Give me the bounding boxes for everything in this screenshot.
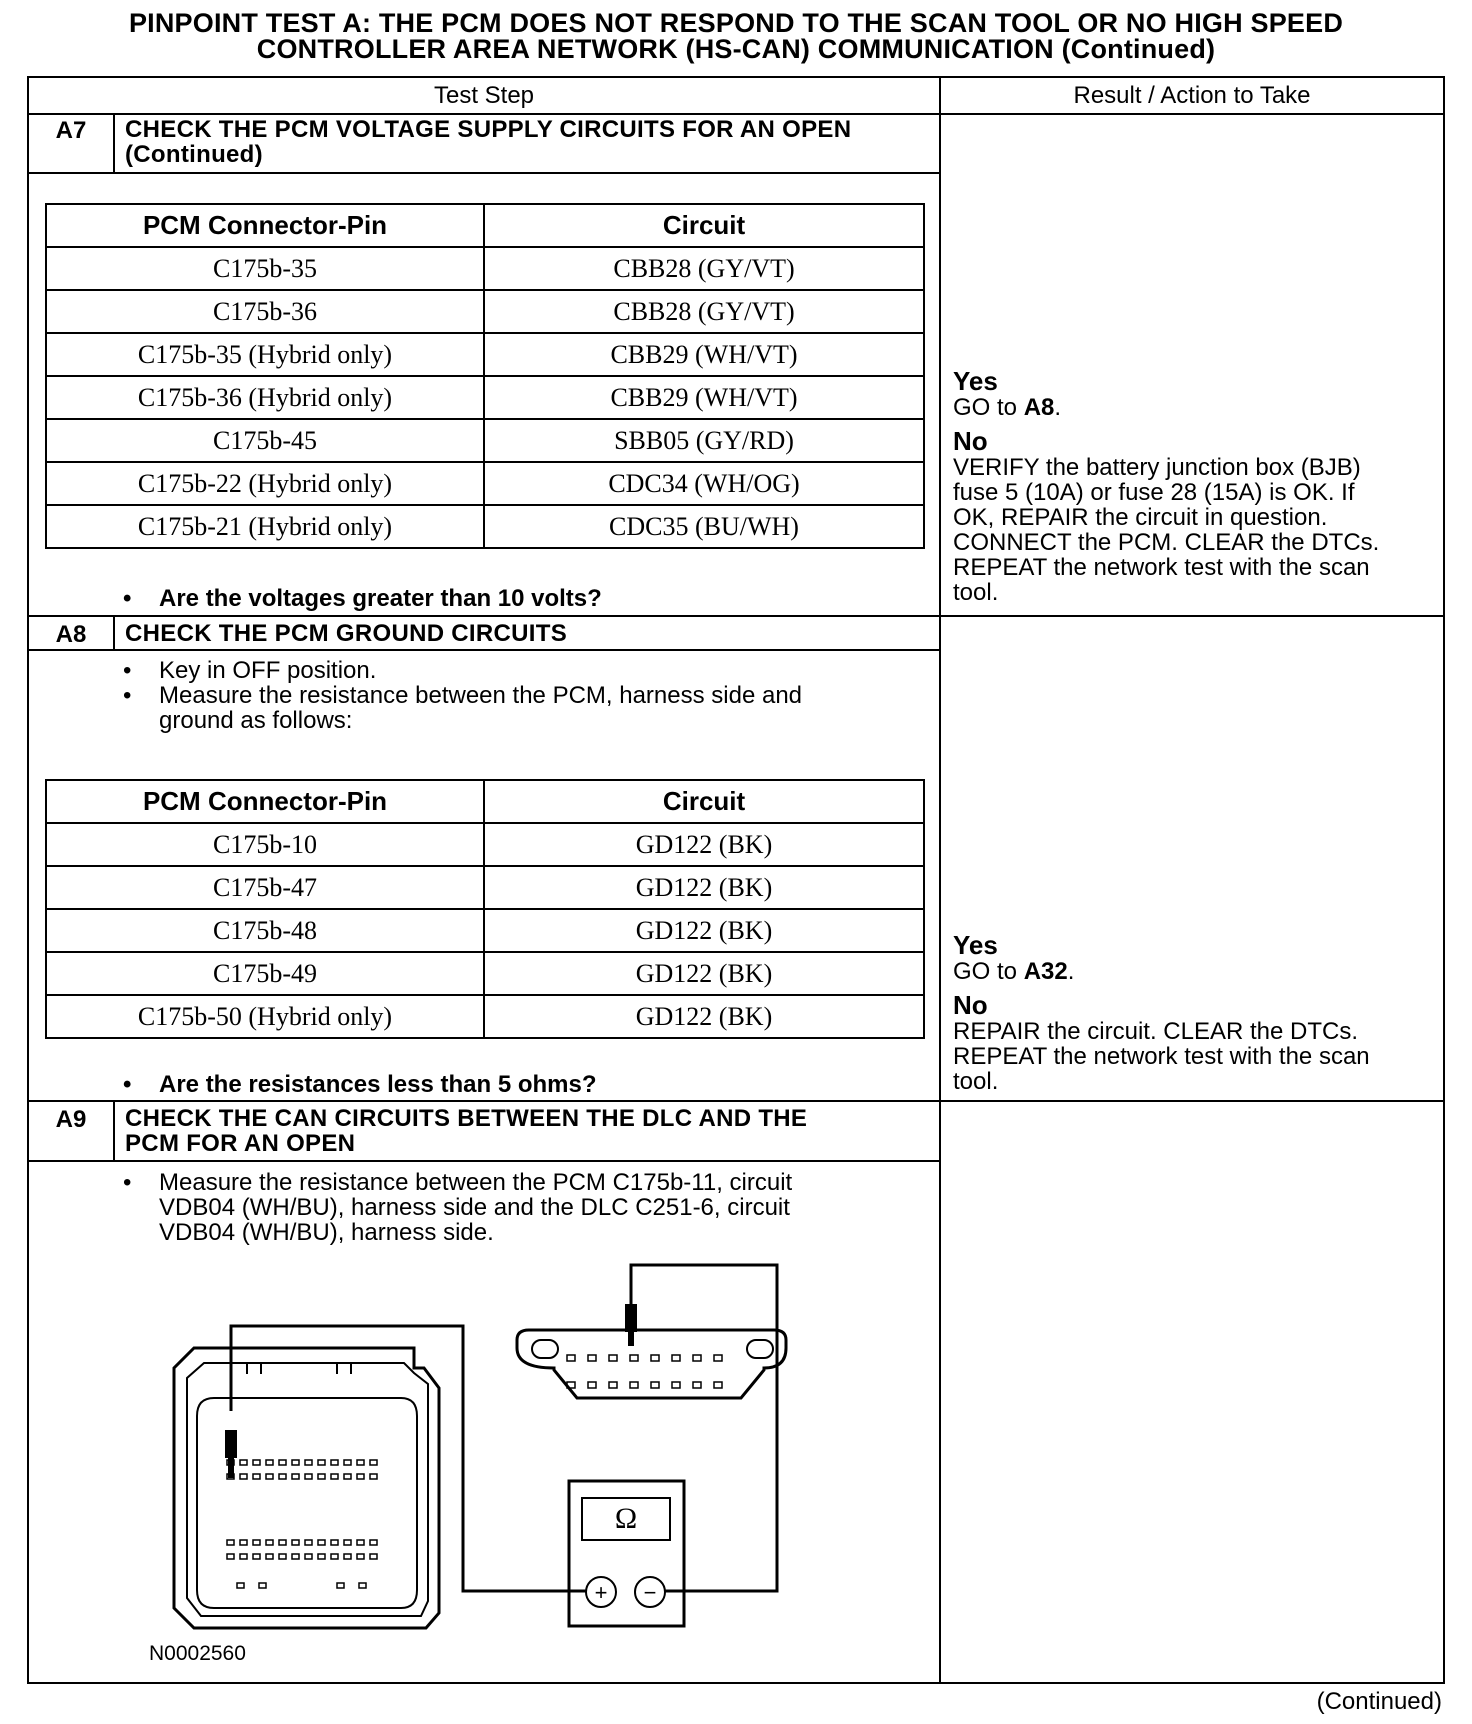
- no-line: VERIFY the battery junction box (BJB): [953, 454, 1361, 481]
- no-line: REPEAT the network test with the scan: [953, 1043, 1370, 1070]
- circuit-cell: GD122 (BK): [484, 995, 924, 1038]
- column-divider: [939, 78, 941, 1682]
- circuit-cell: CDC35 (BU/WH): [484, 505, 924, 548]
- bullet-text: Key in OFF position.: [159, 657, 377, 684]
- bullet-icon: •: [123, 1169, 132, 1196]
- column-header-pin: PCM Connector-Pin: [46, 780, 484, 823]
- circuit-cell: CBB28 (GY/VT): [484, 290, 924, 333]
- circuit-cell: CBB29 (WH/VT): [484, 333, 924, 376]
- continued-footer: (Continued): [1316, 1688, 1442, 1715]
- no-line: REPEAT the network test with the scan: [953, 554, 1370, 581]
- pin-cell: C175b-21 (Hybrid only): [46, 505, 484, 548]
- step-id-a7: A7: [55, 117, 87, 144]
- bullet-text: ground as follows:: [159, 707, 353, 734]
- circuit-cell: GD122 (BK): [484, 823, 924, 866]
- result-a8: [953, 932, 1433, 1094]
- goto-target-a8: A8: [1023, 394, 1055, 421]
- pin-cell: C175b-36: [46, 290, 484, 333]
- yes-label: Yes: [953, 366, 998, 396]
- yes-prefix: GO to: [953, 394, 1024, 421]
- step-title-a9-line-1: CHECK THE CAN CIRCUITS BETWEEN THE DLC AND THE: [125, 1105, 808, 1132]
- column-header-pin: PCM Connector-Pin: [46, 204, 484, 247]
- step-id-a8: A8: [55, 621, 87, 648]
- question-text: Are the resistances less than 5 ohms?: [159, 1071, 597, 1098]
- question-text: Are the voltages greater than 10 volts?: [159, 585, 602, 612]
- circuit-cell: CBB29 (WH/VT): [484, 376, 924, 419]
- circuit-cell: GD122 (BK): [484, 909, 924, 952]
- pin-cell: C175b-35 (Hybrid only): [46, 333, 484, 376]
- pin-cell: C175b-22 (Hybrid only): [46, 462, 484, 505]
- pin-cell: C175b-50 (Hybrid only): [46, 995, 484, 1038]
- bullet-icon: •: [123, 585, 132, 612]
- page-title-line-2: CONTROLLER AREA NETWORK (HS-CAN) COMMUNICATION (Continued): [256, 34, 1216, 64]
- no-label: No: [953, 990, 988, 1020]
- connector-pins-icon: [227, 1355, 722, 1588]
- bullet-text: VDB04 (WH/BU), harness side.: [159, 1219, 494, 1246]
- yes-prefix: GO to: [953, 958, 1024, 985]
- yes-action: [953, 959, 1433, 984]
- bullet-icon: •: [123, 657, 132, 684]
- circuit-cell: CDC34 (WH/OG): [484, 462, 924, 505]
- no-line: OK, REPAIR the circuit in question.: [953, 504, 1328, 531]
- header-result: Result / Action to Take: [1073, 82, 1311, 109]
- no-line: tool.: [953, 1068, 999, 1095]
- bullet-text: VDB04 (WH/BU), harness side and the DLC C251-6, circuit: [159, 1194, 790, 1221]
- step-title-a9-line-2: PCM FOR AN OPEN: [125, 1130, 356, 1157]
- goto-target-a32: A32: [1023, 958, 1068, 985]
- step-title-a7-line-1: CHECK THE PCM VOLTAGE SUPPLY CIRCUITS FOR AN OPEN: [125, 116, 852, 143]
- pcm-connector-icon: [174, 1348, 439, 1628]
- ohm-symbol: Ω: [614, 1502, 638, 1535]
- circuit-cell: GD122 (BK): [484, 952, 924, 995]
- no-line: CONNECT the PCM. CLEAR the DTCs.: [953, 529, 1380, 556]
- result-a7: [953, 368, 1433, 605]
- yes-suffix: .: [1054, 394, 1062, 421]
- no-line: fuse 5 (10A) or fuse 28 (15A) is OK. If: [953, 479, 1355, 506]
- pinpoint-test-table: [27, 76, 1445, 1684]
- header-test-step: Test Step: [433, 82, 535, 109]
- plus-terminal-label: +: [594, 1580, 608, 1605]
- bullet-text: Measure the resistance between the PCM C175b-11, circuit: [159, 1169, 793, 1196]
- bullet-text: Measure the resistance between the PCM, harness side and: [159, 682, 803, 709]
- circuit-cell: GD122 (BK): [484, 866, 924, 909]
- negative-lead-wire: [631, 1265, 777, 1591]
- bullet-icon: •: [123, 1071, 132, 1098]
- step-title-a8: CHECK THE PCM GROUND CIRCUITS: [125, 620, 568, 647]
- column-header-circuit: Circuit: [484, 780, 924, 823]
- pin-cell: C175b-48: [46, 909, 484, 952]
- pin-cell: C175b-35: [46, 247, 484, 290]
- pin-cell: C175b-10: [46, 823, 484, 866]
- circuit-cell: CBB28 (GY/VT): [484, 247, 924, 290]
- yes-suffix: .: [1067, 958, 1075, 985]
- no-line: tool.: [953, 579, 999, 606]
- yes-label: Yes: [953, 930, 998, 960]
- page-title-line-1: PINPOINT TEST A: THE PCM DOES NOT RESPOND TO THE SCAN TOOL OR NO HIGH SPEED: [128, 8, 1344, 38]
- pin-cell: C175b-47: [46, 866, 484, 909]
- minus-terminal-label: −: [643, 1580, 657, 1605]
- step-title-a7-line-2: (Continued): [125, 141, 263, 168]
- no-line: REPAIR the circuit. CLEAR the DTCs.: [953, 1018, 1358, 1045]
- pin-cell: C175b-45: [46, 419, 484, 462]
- bullet-icon: •: [123, 682, 132, 709]
- pin-cell: C175b-36 (Hybrid only): [46, 376, 484, 419]
- circuit-cell: SBB05 (GY/RD): [484, 419, 924, 462]
- measurement-diagram: [29, 78, 939, 1678]
- figure-id: N0002560: [149, 1642, 246, 1665]
- step-id-a9: A9: [55, 1106, 87, 1133]
- page-title: [0, 10, 1472, 62]
- column-header-circuit: Circuit: [484, 204, 924, 247]
- no-label: No: [953, 426, 988, 456]
- pin-cell: C175b-49: [46, 952, 484, 995]
- yes-action: [953, 395, 1433, 420]
